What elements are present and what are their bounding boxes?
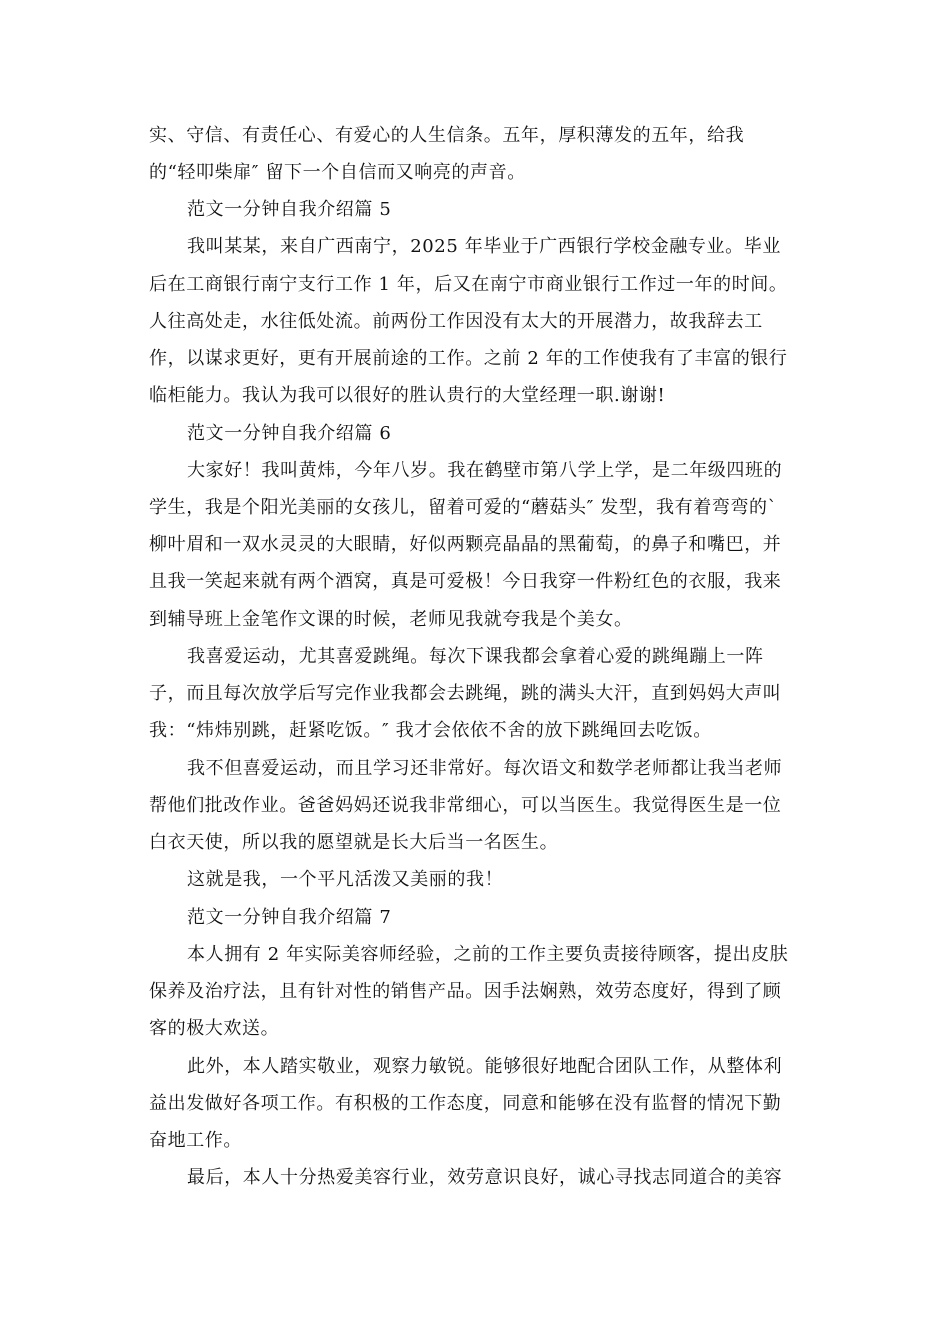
paragraph-line: 客的极大欢送。 — [149, 1018, 280, 1039]
paragraph-line: 我叫某某，来自广西南宁，2025 年毕业于广西银行学校金融专业。毕业 — [187, 236, 781, 257]
paragraph-line: 本人拥有 2 年实际美容师经验，之前的工作主要负责接待顾客，提出皮肤 — [187, 944, 789, 965]
section-heading: 范文一分钟自我介绍篇 5 — [187, 199, 392, 220]
paragraph-line: 人往高处走，水往低处流。前两份工作因没有太大的开展潜力，故我辞去工 — [149, 311, 763, 332]
paragraph-line: 此外，本人踏实敬业，观察力敏锐。能够很好地配合团队工作，从整体利 — [187, 1056, 783, 1077]
paragraph-line: 子，而且每次放学后写完作业我都会去跳绳，跳的满头大汗，直到妈妈大声叫 — [149, 683, 782, 704]
paragraph-line: 保养及治疗法，且有针对性的销售产品。因手法娴熟，效劳态度好，得到了顾 — [149, 981, 782, 1002]
section-heading: 范文一分钟自我介绍篇 6 — [187, 423, 392, 444]
paragraph-line: 作，以谋求更好，更有开展前途的工作。之前 2 年的工作使我有了丰富的银行 — [149, 348, 788, 369]
paragraph-line: 我喜爱运动，尤其喜爱跳绳。每次下课我都会拿着心爱的跳绳蹦上一阵 — [187, 646, 764, 667]
section-heading: 范文一分钟自我介绍篇 7 — [187, 907, 392, 928]
paragraph-line: 临柜能力。我认为我可以很好的胜认贵行的大堂经理一职.谢谢! — [149, 385, 666, 406]
paragraph-line: 实、守信、有责任心、有爱心的人生信条。五年，厚积薄发的五年，给我 — [149, 125, 745, 146]
paragraph-line: 学生，我是个阳光美丽的女孩儿，留着可爱的“蘑菇头″ 发型，我有着弯弯的` — [149, 497, 778, 518]
paragraph-line: 到辅导班上金笔作文课的时候，老师见我就夸我是个美女。 — [149, 609, 633, 630]
paragraph-line: 白衣天使，所以我的愿望就是长大后当一名医生。 — [149, 832, 559, 853]
paragraph-line: 最后，本人十分热爱美容行业，效劳意识良好，诚心寻找志同道合的美容 — [187, 1167, 783, 1188]
paragraph-line: 后在工商银行南宁支行工作 1 年，后又在南宁市商业银行工作过一年的时间。 — [149, 274, 788, 295]
paragraph-line: 奋地工作。 — [149, 1130, 242, 1151]
paragraph-line: 柳叶眉和一双水灵灵的大眼睛，好似两颗亮晶晶的黑葡萄，的鼻子和嘴巴，并 — [149, 534, 782, 555]
paragraph-line: 帮他们批改作业。爸爸妈妈还说我非常细心，可以当医生。我觉得医生是一位 — [149, 795, 782, 816]
paragraph-line: 我：“炜炜别跳，赶紧吃饭。″ 我才会依依不舍的放下跳绳回去吃饭。 — [149, 720, 712, 741]
paragraph-line: 大家好！我叫黄炜，今年八岁。我在鹤壁市第八学上学，是二年级四班的 — [187, 460, 783, 481]
paragraph-line: 益出发做好各项工作。有积极的工作态度，同意和能够在没有监督的情况下勤 — [149, 1093, 782, 1114]
paragraph-line: 我不但喜爱运动，而且学习还非常好。每次语文和数学老师都让我当老师 — [187, 758, 783, 779]
paragraph-line: 的“轻叩柴扉″ 留下一个自信而又响亮的声音。 — [149, 162, 526, 183]
paragraph-line: 这就是我，一个平凡活泼又美丽的我！ — [187, 869, 504, 890]
paragraph-line: 且我一笑起来就有两个酒窝，真是可爱极！今日我穿一件粉红色的衣服，我来 — [149, 571, 782, 592]
